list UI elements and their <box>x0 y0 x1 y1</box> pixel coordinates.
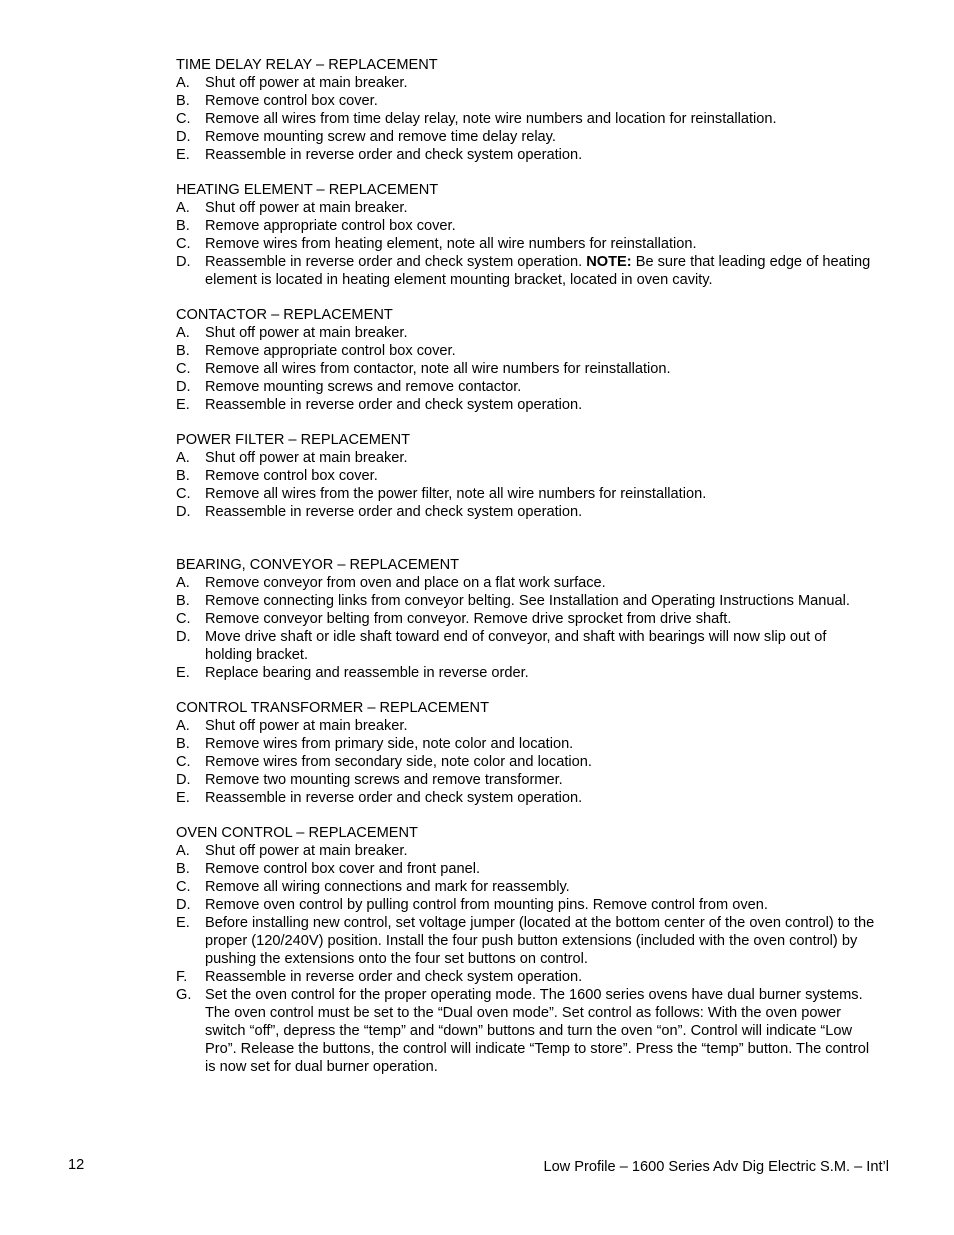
step-item <box>176 986 876 1076</box>
step-letter: B. <box>176 593 190 609</box>
step-item <box>176 217 876 235</box>
step-item <box>176 342 876 360</box>
step-list <box>176 449 876 521</box>
step-text: Remove appropriate control box cover. <box>205 218 456 234</box>
step-letter: D. <box>176 129 191 145</box>
step-item <box>176 324 876 342</box>
step-item <box>176 717 876 735</box>
step-item <box>176 485 876 503</box>
step-text: Set the oven control for the proper operating mode. The 1600 series ovens have dual burner systems. The oven control must be set to the “Dual oven mode”. Set control as follows: With the oven power switch “off”, depress the “temp” and “down” buttons and turn the oven “on”. Control will indicate “Low Pro”. Release the buttons, the control will indicate “Temp to store”. Press the “temp” button. The control is now set for dual burner operation. <box>205 987 870 1075</box>
step-text: Shut off power at main breaker. <box>205 200 408 216</box>
step-letter: C. <box>176 361 191 377</box>
step-item <box>176 753 876 771</box>
step-text: Remove control box cover. <box>205 468 378 484</box>
note-text: Be sure that leading edge of heating element is located in heating element mounting bracket, located in oven cavity. <box>205 254 871 288</box>
step-text: Shut off power at main breaker. <box>205 450 408 466</box>
step-letter: E. <box>176 665 190 681</box>
step-letter: B. <box>176 218 190 234</box>
step-text: Remove mounting screws and remove contactor. <box>205 379 522 395</box>
step-list <box>176 74 876 164</box>
step-item <box>176 378 876 396</box>
section-contactor <box>176 306 876 414</box>
step-item <box>176 842 876 860</box>
step-text: Remove wires from primary side, note color and location. <box>205 736 574 752</box>
footer-document-title: Low Profile – 1600 Series Adv Dig Electric S.M. – Int’l <box>543 1159 889 1175</box>
step-list <box>176 717 876 807</box>
step-text: Remove wires from secondary side, note color and location. <box>205 754 592 770</box>
step-text: Remove conveyor belting from conveyor. Remove drive sprocket from drive shaft. <box>205 611 732 627</box>
step-item <box>176 128 876 146</box>
step-item <box>176 467 876 485</box>
step-item <box>176 968 876 986</box>
step-letter: E. <box>176 397 190 413</box>
step-text: Reassemble in reverse order and check system operation. <box>205 254 583 270</box>
step-text: Shut off power at main breaker. <box>205 75 408 91</box>
step-item <box>176 592 876 610</box>
step-letter: B. <box>176 736 190 752</box>
step-text: Shut off power at main breaker. <box>205 325 408 341</box>
page-number: 12 <box>68 1157 85 1173</box>
step-letter: B. <box>176 468 190 484</box>
step-item <box>176 771 876 789</box>
step-text: Replace bearing and reassemble in reverse order. <box>205 665 529 681</box>
step-item <box>176 110 876 128</box>
step-text-with-note <box>205 253 876 289</box>
step-text: Reassemble in reverse order and check system operation. <box>205 147 583 163</box>
step-item <box>176 914 876 968</box>
step-letter: E. <box>176 147 190 163</box>
step-item <box>176 146 876 164</box>
step-letter: B. <box>176 93 190 109</box>
section-heading: CONTACTOR – REPLACEMENT <box>176 307 393 323</box>
step-text: Remove all wires from time delay relay, note wire numbers and location for reinstallation. <box>205 111 777 127</box>
step-letter: D. <box>176 254 191 270</box>
step-letter: A. <box>176 575 190 591</box>
section-heading: TIME DELAY RELAY – REPLACEMENT <box>176 57 438 73</box>
step-text: Shut off power at main breaker. <box>205 843 408 859</box>
step-letter: D. <box>176 379 191 395</box>
step-letter: B. <box>176 861 190 877</box>
step-text: Reassemble in reverse order and check system operation. <box>205 504 583 520</box>
step-item <box>176 503 876 521</box>
step-letter: C. <box>176 111 191 127</box>
section-oven-control <box>176 824 876 1076</box>
step-letter: C. <box>176 754 191 770</box>
step-letter: E. <box>176 790 190 806</box>
step-text: Remove oven control by pulling control from mounting pins. Remove control from oven. <box>205 897 768 913</box>
step-item <box>176 664 876 682</box>
step-item <box>176 396 876 414</box>
note-label: NOTE: <box>586 254 632 270</box>
step-text: Remove wires from heating element, note all wire numbers for reinstallation. <box>205 236 697 252</box>
step-list <box>176 199 876 289</box>
step-letter: D. <box>176 772 191 788</box>
step-letter: G. <box>176 987 192 1003</box>
step-item <box>176 235 876 253</box>
step-item <box>176 628 876 664</box>
step-list <box>176 574 876 682</box>
step-item <box>176 253 876 289</box>
section-heading: HEATING ELEMENT – REPLACEMENT <box>176 182 439 198</box>
section-heading: CONTROL TRANSFORMER – REPLACEMENT <box>176 700 489 716</box>
step-item <box>176 199 876 217</box>
step-item <box>176 735 876 753</box>
step-item <box>176 896 876 914</box>
step-item <box>176 449 876 467</box>
section-bearing-conveyor <box>176 556 876 682</box>
step-text: Remove two mounting screws and remove transformer. <box>205 772 563 788</box>
section-power-filter <box>176 431 876 521</box>
step-letter: E. <box>176 915 190 931</box>
step-text: Remove all wires from the power filter, note all wire numbers for reinstallation. <box>205 486 707 502</box>
step-letter: C. <box>176 486 191 502</box>
step-letter: C. <box>176 611 191 627</box>
step-text: Remove control box cover. <box>205 93 378 109</box>
step-list <box>176 842 876 1076</box>
step-item <box>176 74 876 92</box>
step-text: Remove appropriate control box cover. <box>205 343 456 359</box>
step-item <box>176 860 876 878</box>
step-letter: F. <box>176 969 188 985</box>
step-letter: D. <box>176 897 191 913</box>
step-letter: C. <box>176 879 191 895</box>
section-heading: OVEN CONTROL – REPLACEMENT <box>176 825 418 841</box>
step-item <box>176 610 876 628</box>
step-text: Remove all wires from contactor, note all wire numbers for reinstallation. <box>205 361 671 377</box>
manual-content <box>176 56 876 1093</box>
step-text: Remove mounting screw and remove time delay relay. <box>205 129 556 145</box>
section-time-delay-relay <box>176 56 876 164</box>
step-text: Reassemble in reverse order and check system operation. <box>205 969 583 985</box>
step-text: Before installing new control, set voltage jumper (located at the bottom center of the oven control) to the proper (120/240V) position. Install the four push button extensions (included with the oven control) by pushing the extensions onto the four set buttons on control. <box>205 915 875 967</box>
section-control-transformer <box>176 699 876 807</box>
section-heating-element <box>176 181 876 289</box>
step-text: Shut off power at main breaker. <box>205 718 408 734</box>
step-item <box>176 574 876 592</box>
step-text: Move drive shaft or idle shaft toward end of conveyor, and shaft with bearings will now slip out of holding bracket. <box>205 629 827 663</box>
step-item <box>176 878 876 896</box>
step-text: Reassemble in reverse order and check system operation. <box>205 397 583 413</box>
step-item <box>176 92 876 110</box>
step-letter: D. <box>176 629 191 645</box>
step-list <box>176 324 876 414</box>
section-heading: BEARING, CONVEYOR – REPLACEMENT <box>176 557 460 573</box>
step-text: Remove conveyor from oven and place on a flat work surface. <box>205 575 606 591</box>
step-text: Remove all wiring connections and mark for reassembly. <box>205 879 570 895</box>
step-text: Reassemble in reverse order and check system operation. <box>205 790 583 806</box>
step-letter: A. <box>176 75 190 91</box>
section-heading: POWER FILTER – REPLACEMENT <box>176 432 411 448</box>
step-letter: A. <box>176 843 190 859</box>
step-item <box>176 789 876 807</box>
step-letter: B. <box>176 343 190 359</box>
step-item <box>176 360 876 378</box>
step-text: Remove connecting links from conveyor belting. See Installation and Operating Instructions Manual. <box>205 593 850 609</box>
step-text: Remove control box cover and front panel. <box>205 861 481 877</box>
step-letter: A. <box>176 718 190 734</box>
step-letter: D. <box>176 504 191 520</box>
step-letter: A. <box>176 200 190 216</box>
step-letter: A. <box>176 325 190 341</box>
step-letter: C. <box>176 236 191 252</box>
step-letter: A. <box>176 450 190 466</box>
